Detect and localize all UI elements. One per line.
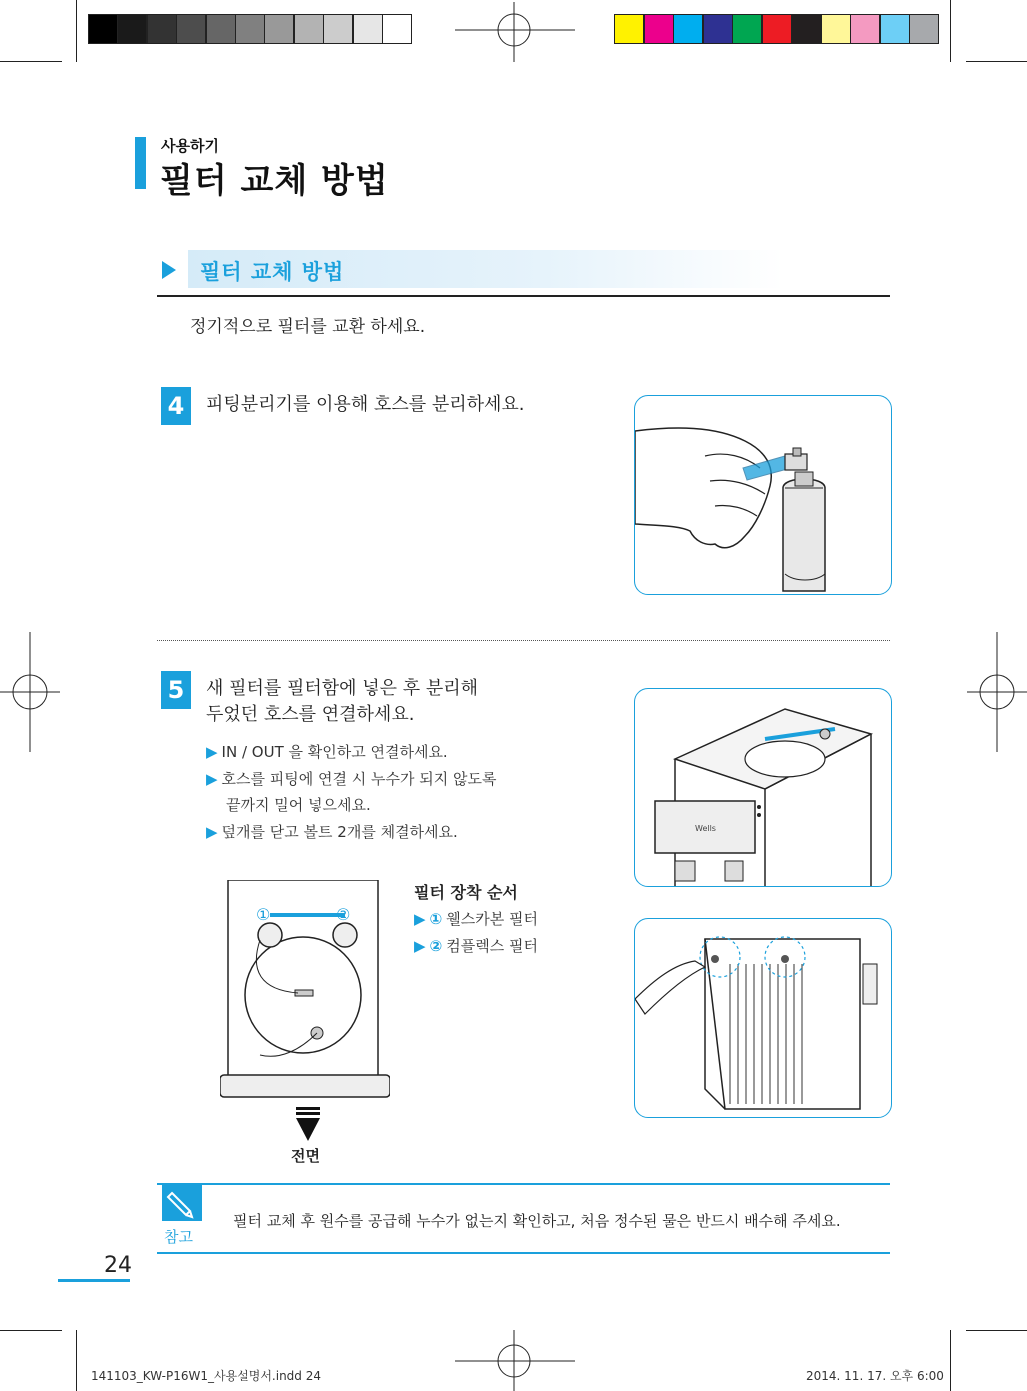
gray-swatch — [88, 14, 118, 44]
gray-swatch — [382, 14, 412, 44]
gray-swatch — [206, 14, 236, 44]
device-illustration — [634, 688, 892, 887]
page-number-bar — [58, 1279, 130, 1282]
color-swatch — [880, 14, 910, 44]
registration-mark-top — [455, 2, 575, 62]
bullet-triangle-icon: ▶ — [206, 743, 218, 761]
slug-date: 2014. 11. 17. 오후 6:00 — [806, 1369, 944, 1383]
gray-swatch — [353, 14, 383, 44]
note-text: 필터 교체 후 원수를 공급해 누수가 없는지 확인하고, 처음 정수된 물은 반드시 배수해 주세요. — [233, 1212, 841, 1230]
step-5-bullet-2: ▶ 호스를 피팅에 연결 시 누수가 되지 않도록 — [206, 770, 497, 788]
front-arrow-icon — [293, 1107, 323, 1143]
bullet-triangle-icon: ▶ — [414, 910, 426, 928]
hand-fitting-illustration — [635, 396, 891, 594]
step-5-number: 5 — [161, 671, 191, 709]
registration-mark-right — [967, 632, 1027, 752]
registration-mark-left — [0, 632, 60, 752]
section-intro: 정기적으로 필터를 교환 하세요. — [190, 317, 426, 337]
note-rule-bottom — [157, 1252, 890, 1254]
filter-housing-diagram — [220, 880, 390, 1115]
gray-swatch — [117, 14, 147, 44]
install-order-item-1: ▶ ① 웰스카본 필터 — [414, 910, 538, 928]
category-label: 사용하기 — [161, 137, 219, 155]
step-4-number: 4 — [161, 387, 191, 425]
step-5-bullet-1: ▶ IN / OUT 을 확인하고 연결하세요. — [206, 743, 448, 761]
cover-bolt-illustration — [635, 919, 891, 1117]
note-label: 참고 — [164, 1228, 193, 1246]
diagram-marker-1: ① — [256, 905, 271, 924]
gray-swatch — [264, 14, 294, 44]
color-swatch — [644, 14, 674, 44]
pencil-icon — [162, 1185, 202, 1221]
note-rule-top — [157, 1183, 890, 1185]
color-swatch — [909, 14, 939, 44]
gray-swatch — [323, 14, 353, 44]
step-5-bullet-2-cont: 끝까지 밀어 넣으세요. — [226, 796, 371, 814]
step-5-text-line2: 두었던 호스를 연결하세요. — [206, 704, 415, 725]
bullet-triangle-icon: ▶ — [206, 770, 218, 788]
section-arrow-icon — [162, 261, 176, 279]
color-swatch — [614, 14, 644, 44]
page-title: 필터 교체 방법 — [160, 161, 389, 201]
color-swatch — [703, 14, 733, 44]
section-rule — [157, 295, 890, 297]
step-4-text: 피팅분리기를 이용해 호스를 분리하세요. — [206, 394, 525, 415]
color-swatch — [732, 14, 762, 44]
gray-swatch — [147, 14, 177, 44]
step-4-illustration — [634, 395, 892, 595]
color-swatch — [850, 14, 880, 44]
gray-swatch — [176, 14, 206, 44]
gray-swatch — [294, 14, 324, 44]
top-view-illustration — [220, 880, 390, 1115]
page-number: 24 — [104, 1253, 132, 1278]
diagram-marker-2: ② — [336, 905, 351, 924]
section-title: 필터 교체 방법 — [200, 260, 345, 284]
gray-swatch — [235, 14, 265, 44]
device-brand-text: Wells — [695, 824, 716, 833]
bolt-illustration — [634, 918, 892, 1118]
color-swatch — [791, 14, 821, 44]
color-swatch — [821, 14, 851, 44]
water-purifier-illustration — [635, 689, 891, 886]
bullet-triangle-icon: ▶ — [414, 937, 426, 955]
title-accent-bar — [135, 137, 146, 189]
color-swatch — [762, 14, 792, 44]
step-5-bullet-3: ▶ 덮개를 닫고 볼트 2개를 체결하세요. — [206, 823, 458, 841]
registration-mark-bottom — [455, 1330, 575, 1391]
install-order-title: 필터 장착 순서 — [414, 883, 518, 902]
color-swatch — [673, 14, 703, 44]
step-5-text-line1: 새 필터를 필터함에 넣은 후 분리해 — [206, 678, 479, 699]
bullet-triangle-icon: ▶ — [206, 823, 218, 841]
install-order-item-2: ▶ ② 컴플렉스 필터 — [414, 937, 538, 955]
front-label: 전면 — [291, 1147, 320, 1165]
step-divider — [157, 640, 890, 641]
slug-filename: 141103_KW-P16W1_사용설명서.indd 24 — [91, 1369, 321, 1383]
